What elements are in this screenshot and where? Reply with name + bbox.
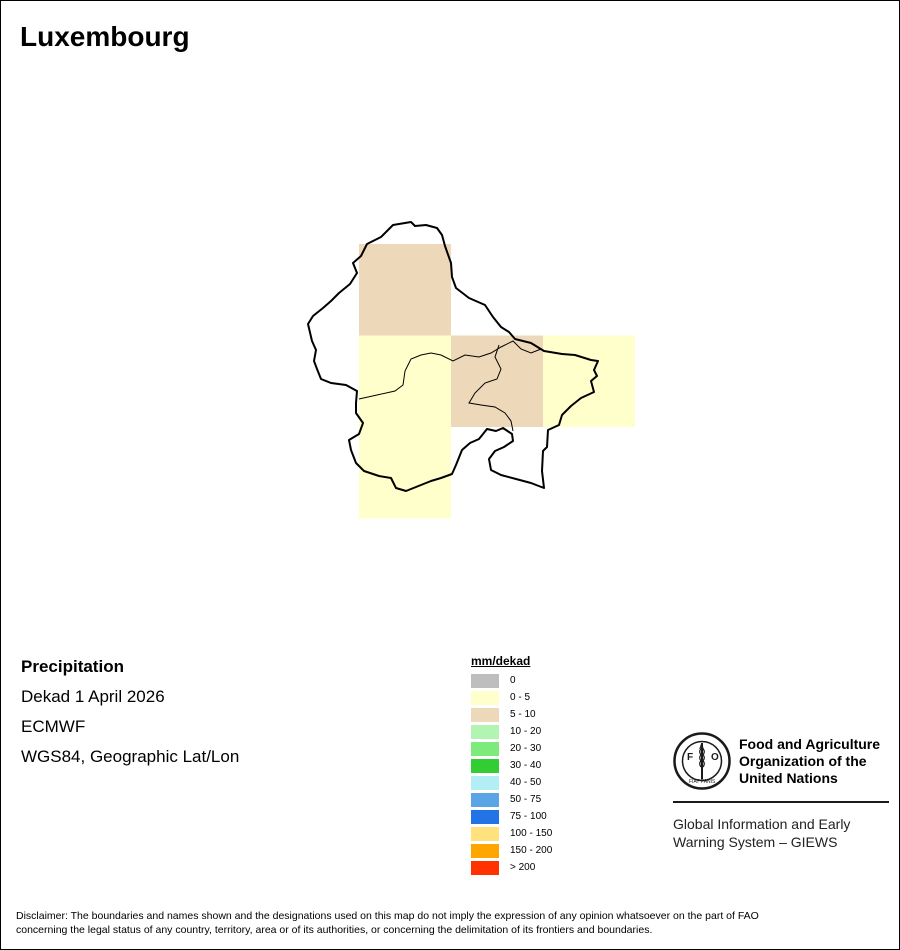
grid-cell	[543, 336, 635, 428]
legend-item	[471, 672, 552, 689]
legend-unit: mm/dekad	[471, 654, 531, 668]
legend-item	[471, 706, 552, 723]
legend-swatch	[471, 827, 499, 841]
legend-label: 5 - 10	[510, 709, 536, 720]
map-metadata	[21, 657, 239, 777]
legend-label: 40 - 50	[510, 777, 542, 788]
legend-swatch	[471, 776, 499, 790]
legend	[471, 653, 552, 876]
legend-label: 10 - 20	[510, 726, 542, 737]
svg-text:F: F	[687, 752, 694, 763]
legend-swatch	[471, 674, 499, 688]
legend-swatch	[471, 742, 499, 756]
precipitation-map	[1, 1, 899, 641]
svg-text:FIAT PANIS: FIAT PANIS	[689, 779, 716, 785]
svg-text:A: A	[699, 744, 705, 751]
legend-label: 30 - 40	[510, 760, 542, 771]
legend-swatch	[471, 725, 499, 739]
legend-item	[471, 859, 552, 876]
legend-label: 100 - 150	[510, 828, 553, 839]
legend-label: 20 - 30	[510, 743, 542, 754]
svg-text:O: O	[711, 752, 719, 763]
logo-divider	[673, 801, 889, 803]
legend-item	[471, 808, 552, 825]
legend-items	[471, 672, 552, 876]
legend-label: 75 - 100	[510, 811, 547, 822]
legend-label: 0 - 5	[510, 692, 531, 703]
legend-label: 150 - 200	[510, 845, 553, 856]
legend-swatch	[471, 861, 499, 875]
legend-swatch	[471, 708, 499, 722]
grid-cell	[359, 244, 451, 336]
precipitation-grid	[359, 244, 635, 519]
fao-logo	[673, 732, 889, 852]
disclaimer: Disclaimer: The boundaries and names shown and the designations used on this map do not imply the expression of any opinion whatsoever on the part of FAO concerning the legal status of any country, territory, area or of its authorities, or concerning the delimitation of its frontiers and boundaries.	[16, 910, 759, 936]
legend-label: 50 - 75	[510, 794, 542, 805]
legend-label: > 200	[510, 862, 536, 873]
legend-swatch	[471, 793, 499, 807]
legend-swatch	[471, 810, 499, 824]
map-title: Luxembourg	[20, 21, 190, 52]
legend-item	[471, 791, 552, 808]
period-label: Dekad 1 April 2026	[21, 687, 165, 706]
legend-swatch	[471, 691, 499, 705]
grid-cell	[359, 427, 451, 519]
source-label: ECMWF	[21, 717, 86, 736]
fao-emblem-icon	[673, 732, 731, 790]
projection-label: WGS84, Geographic Lat/Lon	[21, 747, 240, 766]
fao-organization-name: Food and Agriculture Organization of the United Nations	[739, 736, 881, 786]
legend-swatch	[471, 759, 499, 773]
legend-swatch	[471, 844, 499, 858]
legend-item	[471, 842, 552, 859]
legend-item	[471, 825, 552, 842]
legend-item	[471, 774, 552, 791]
variable-label: Precipitation	[21, 657, 124, 676]
giews-name: Global Information and Early Warning System – GIEWS	[673, 816, 851, 850]
legend-item	[471, 723, 552, 740]
legend-item	[471, 757, 552, 774]
grid-cell	[359, 336, 451, 428]
legend-item	[471, 689, 552, 706]
legend-label: 0	[510, 675, 516, 686]
legend-item	[471, 740, 552, 757]
